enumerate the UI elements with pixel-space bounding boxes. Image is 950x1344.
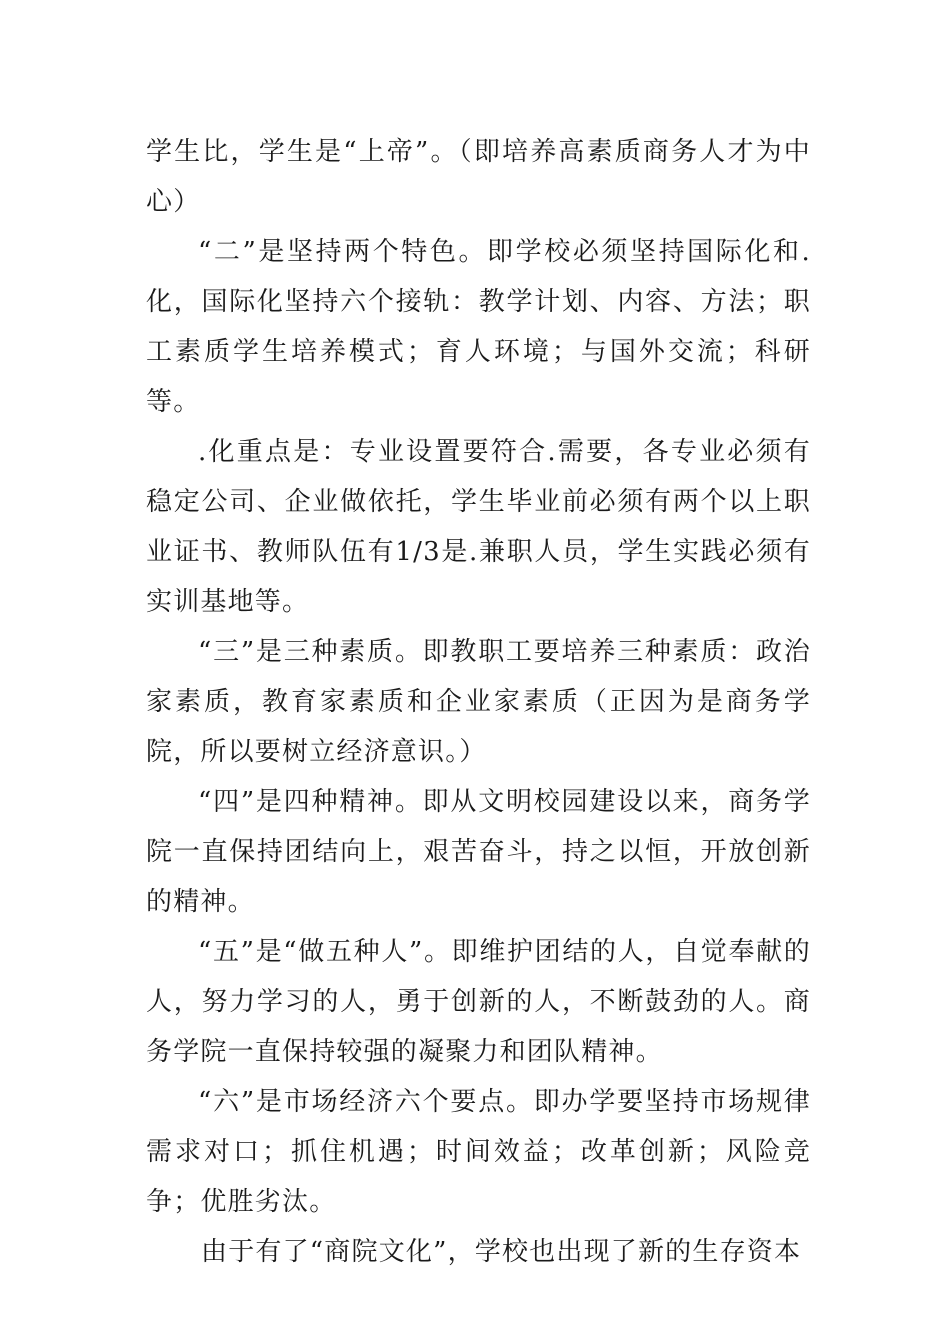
paragraph-focus-points: .化重点是：专业设置要符合.需要，各专业必须有稳定公司、企业做依托，学生毕业前必须有两个以上职业证书、教师队伍有1/3是.兼职人员，学生实践必须有实训基地等。 [146, 437, 811, 617]
paragraph-four-spirits: “四”是四种精神。即从文明校园建设以来，商务学院一直保持团结向上，艰苦奋斗，持之以恒，开放创新的精神。 [146, 787, 811, 917]
paragraph-student-centered: 学生比，学生是“上帝”。（即培养高素质商务人才为中心） [146, 137, 811, 217]
paragraph-three-qualities: “三”是三种素质。即教职工要培养三种素质：政治家素质，教育家素质和企业家素质（正因为是商务学院，所以要树立经济意识。） [146, 637, 811, 767]
paragraph-business-culture: 由于有了“商院文化”，学校也出现了新的生存资本 [201, 1237, 802, 1267]
paragraph-six-market-points: “六”是市场经济六个要点。即办学要坚持市场规律需求对口；抓住机遇；时间效益；改革创新；风险竞争；优胜劣汰。 [146, 1087, 811, 1217]
document-body [146, 127, 811, 1277]
paragraph-two-features: “二”是坚持两个特色。即学校必须坚持国际化和.化，国际化坚持六个接轨：教学计划、内容、方法；职工素质学生培养模式；育人环境；与国外交流；科研等。 [146, 237, 811, 417]
paragraph-five-people: “五”是“做五种人”。即维护团结的人，自觉奉献的人，努力学习的人，勇于创新的人，不断鼓劲的人。商务学院一直保持较强的凝聚力和团队精神。 [146, 937, 811, 1067]
